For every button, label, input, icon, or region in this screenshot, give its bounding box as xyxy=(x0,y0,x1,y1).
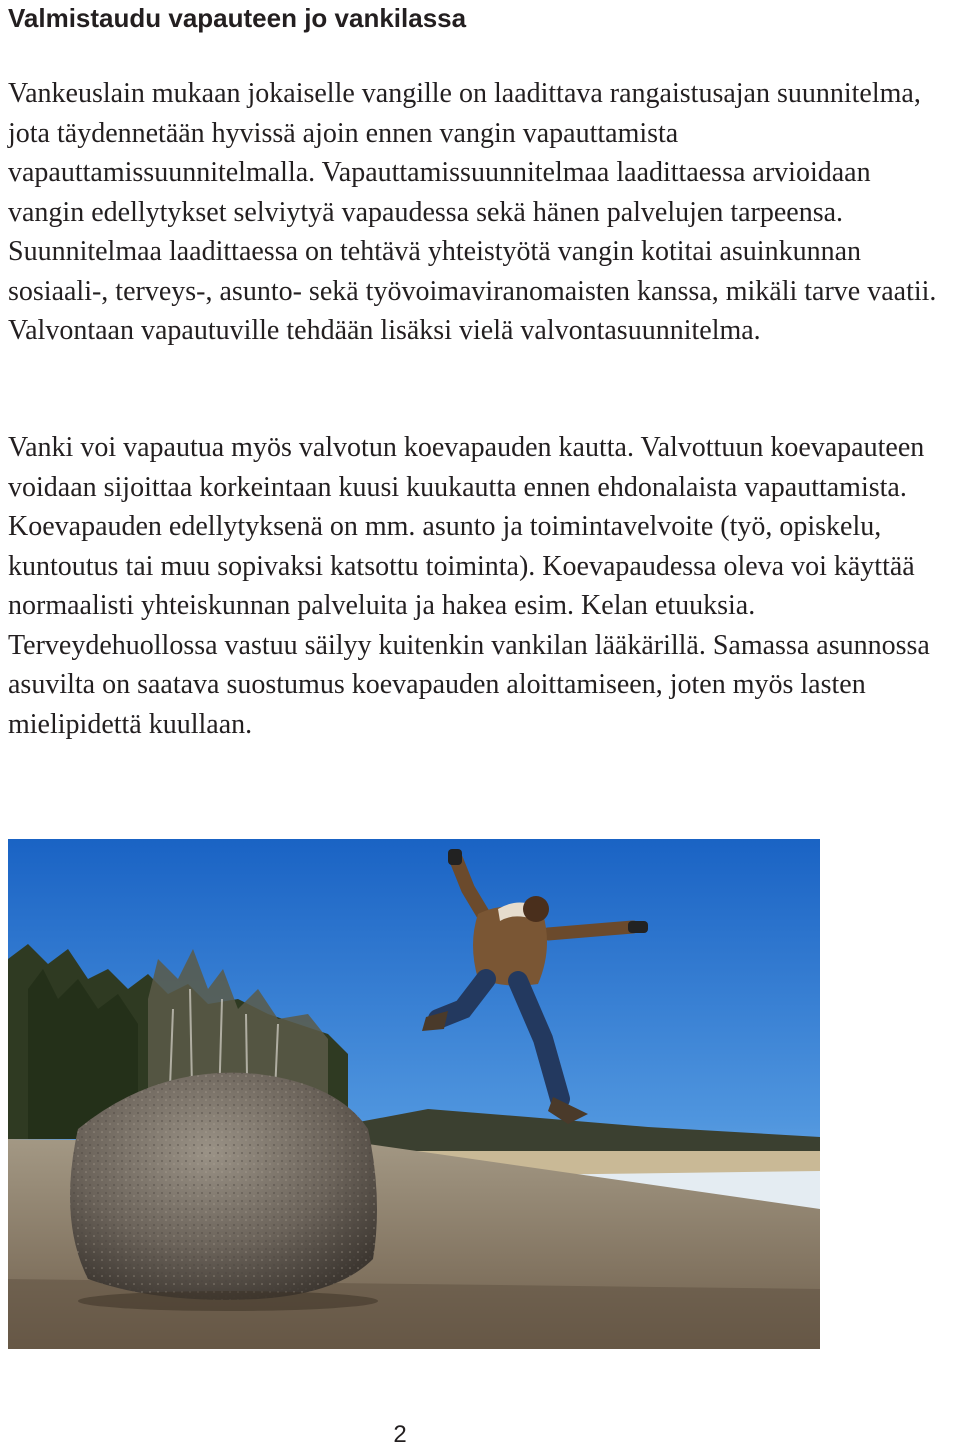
body-paragraph: Vanki voi vapautua myös valvotun koevapauden kautta. Valvottuun koevapauteen voidaan sijoittaa korkeintaan kuusi kuukautta ennen ehdonalaista vapauttamista. Koevapauden edellytyksenä on mm. asunto ja toimintavelvoite (työ, opiskelu, kuntoutus tai muu sopivaksi katsottu toiminta). Koevapaudessa oleva voi käyttää normaalisti yhteiskunnan palveluita ja hakea esim. Kelan etuuksia. Terveydehuollossa vastuu säilyy kuitenkin vankilan lääkärillä. Samassa asunnossa asuvilta on saatava suostumus koevapauden aloittamiseen, joten myös lasten mielipidettä kuullaan. xyxy=(8,432,930,740)
body-paragraph: Vankeuslain mukaan jokaiselle vangille on laadittava rangaistusajan suunnitelma, jota täydennetään hyvissä ajoin ennen vangin vapauttamista vapauttamissuunnitelmalla. Vapauttamissuunnitelmaa laadittaessa arvioidaan vangin edellytykset selviytyä vapaudessa sekä hänen palvelujen tarpeensa. Suunnitelmaa laadittaessa on tehtävä yhteistyötä vangin kotitai asuinkunnan sosiaali-, terveys-, asunto- sekä työvoimaviranomaisten kanssa, mikäli tarve vaatii. Valvontaan vapautuville tehdään lisäksi vielä valvontasuunnitelma. xyxy=(8,78,937,346)
photo-man-jumping-off-boulder xyxy=(8,839,820,1349)
page-number: 2 xyxy=(393,1421,407,1448)
boulder xyxy=(70,1073,378,1311)
photo-illustration xyxy=(8,839,820,1349)
page-heading: Valmistaudu vapauteen jo vankilassa xyxy=(8,3,467,33)
